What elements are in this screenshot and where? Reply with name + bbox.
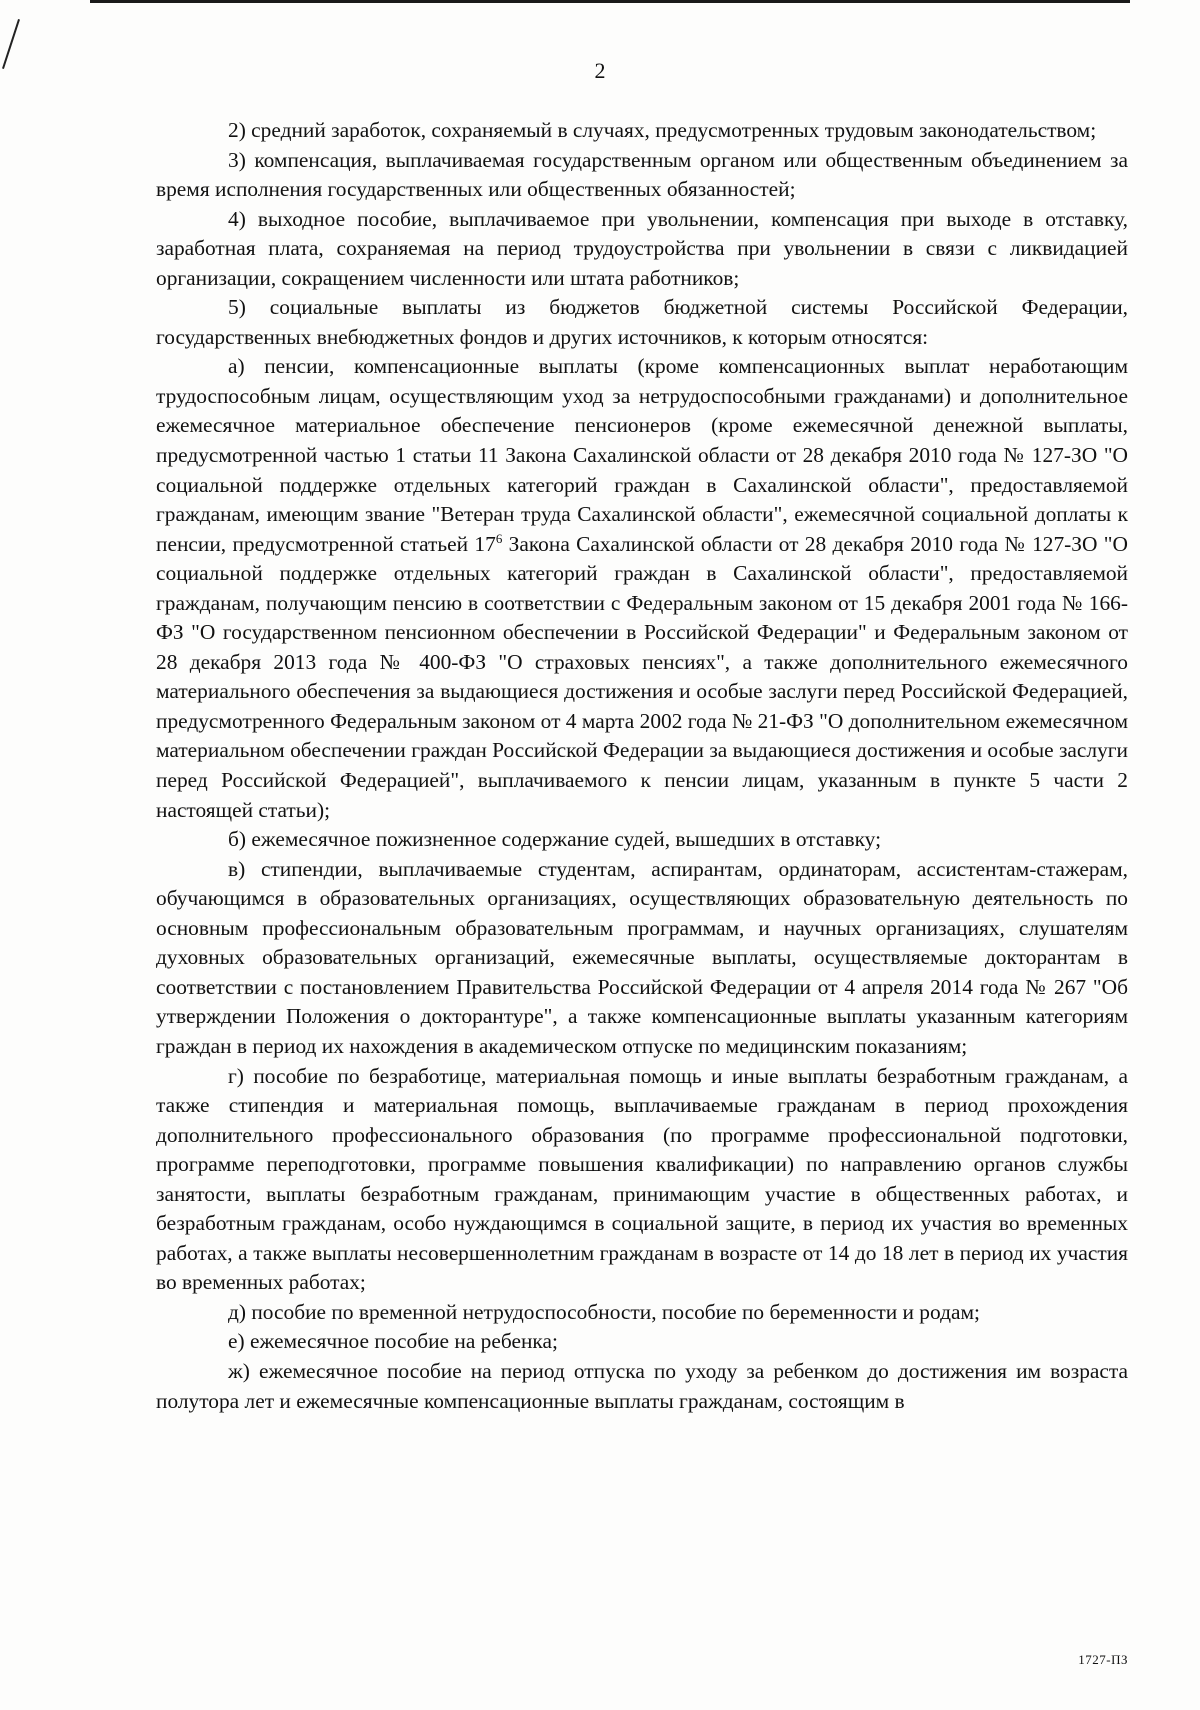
paragraph-subitem-a <box>156 352 1128 825</box>
paragraph-subitem-g: г) пособие по безработице, материальная помощь и иные выплаты безработным гражданам, а также стипендия и материальная помощь, выплачиваемые гражданам в период прохождения дополнительного профессионального образования (по программе профессиональной подготовки, программе переподготовки, программе повышения квалификации) по направлению органов службы занятости, выплаты безработным гражданам, принимающим участие в общественных работах, и безработным гражданам, особо нуждающимся в социальной защите, в период их участия во временных работах, а также выплаты несовершеннолетним гражданам в возрасте от 14 до 18 лет в период их участия во временных работах; <box>156 1063 1128 1295</box>
paragraph-a-text-2: Закона Сахалинской области от 28 декабря 2010 года № 127-ЗО "О социальной поддержке отдельных категорий граждан в Сахалинской области", предоставляемой гражданам, получающим пенсию в соответствии с Федеральным законом от 15 декабря 2001 года № 166-ФЗ "О государственном пенсионном обеспечении в Российской Федерации" и Федеральным законом от 28 декабря 2013 года № 400-ФЗ "О страховых пенсиях", а также дополнительного ежемесячного материального обеспечения за выдающиеся достижения и особые заслуги перед Российской Федерацией, предусмотренного Федеральным законом от 4 марта 2002 года № 21-ФЗ "О дополнительном ежемесячном материальном обеспечении граждан Российской Федерации за выдающиеся достижения и особые заслуги перед Российской Федерацией", выплачиваемого к пенсии лицам, указанным в пункте 5 части 2 настоящей статьи); <box>156 531 1128 822</box>
paragraph-a-text-1: а) пенсии, компенсационные выплаты (кроме компенсационных выплат неработающим трудоспособным лицам, осуществляющим уход за нетрудоспособными гражданами) и дополнительное ежемесячное материальное обеспечение пенсионеров (кроме ежемесячной денежной выплаты, предусмотренной частью 1 статьи 11 Закона Сахалинской области от 28 декабря 2010 года № 127-ЗО "О социальной поддержке отдельных категорий граждан в Сахалинской области", предоставляемой гражданам, имеющим звание "Ветеран труда Сахалинской области", ежемесячной социальной доплаты к пенсии, предусмотренной статьей 17 <box>156 354 1128 556</box>
paragraph-subitem-b: б) ежемесячное пожизненное содержание судей, вышедших в отставку; <box>228 827 882 852</box>
paragraph-subitem-v: в) стипендии, выплачиваемые студентам, аспирантам, ординаторам, ассистентам-стажерам, обучающимся в образовательных организациях, осуществляющих образовательную деятельность по основным профессиональным образовательным программам, и научных организациях, слушателям духовных образовательных организаций, ежемесячные выплаты, осуществляемые докторантам в соответствии с постановлением Правительства Российской Федерации от 4 апреля 2014 года № 267 "Об утверждении Положения о докторантуре", а также компенсационные выплаты указанным категориям граждан в период их нахождения в академическом отпуске по медицинским показаниям; <box>156 856 1128 1058</box>
paragraph-item-3: 3) компенсация, выплачиваемая государственным органом или общественным объединением за время исполнения государственных или общественных обязанностей; <box>156 147 1128 202</box>
paragraph-item-2: 2) средний заработок, сохраняемый в случаях, предусмотренных трудовым законодательством; <box>228 118 1097 142</box>
scan-edge-line <box>90 0 1130 3</box>
page-number: 2 <box>594 58 606 83</box>
paragraph-subitem-d: д) пособие по временной нетрудоспособности, пособие по беременности и родам; <box>228 1299 980 1324</box>
document-code: 1727-ПЗ <box>1078 1652 1128 1667</box>
paragraph-item-5: 5) социальные выплаты из бюджетов бюджетной системы Российской Федерации, государственных внебюджетных фондов и других источников, к которым относятся: <box>156 295 1128 349</box>
paragraph-item-4: 4) выходное пособие, выплачиваемое при увольнении, компенсация при выходе в отставку, заработная плата, сохраняемая на период трудоустройства при увольнении в связи с ликвидацией организации, сокращением численности или штата работников; <box>156 206 1128 290</box>
paragraph-subitem-e: е) ежемесячное пособие на ребенка; <box>228 1329 558 1354</box>
document-body <box>156 116 1128 1416</box>
paragraph-subitem-zh: ж) ежемесячное пособие на период отпуска по уходу за ребенком до достижения им возраста полутора лет и ежемесячные компенсационные выплаты гражданам, состоящим в <box>156 1358 1128 1413</box>
superscript-article-number: 6 <box>495 530 503 546</box>
